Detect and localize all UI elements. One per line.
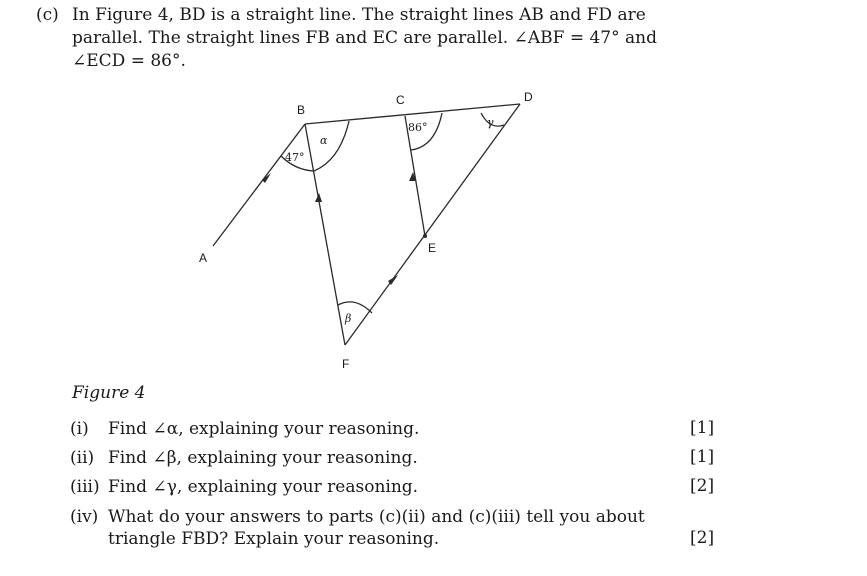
marks-i: [1] [690,418,715,438]
label-f: F [342,357,350,371]
part-text: What do your answers to parts (c)(ii) and (c)(iii) tell you about [108,507,645,527]
question-line-2: parallel. The straight lines FB and EC are parallel. ∠ABF = 47° and [72,28,657,48]
marks-ii: [1] [690,447,715,467]
question-line-1: In Figure 4, BD is a straight line. The straight lines AB and FD are [72,5,646,25]
arrow-fb [315,193,322,202]
question-label: (c) [36,5,59,25]
part-label: (iii) [70,477,100,497]
line-ce [405,116,425,236]
angle-beta: β [345,312,352,325]
part-text: Find ∠β, explaining your reasoning. [108,448,418,468]
part-text-continued: triangle FBD? Explain your reasoning. [108,529,440,549]
figure-caption: Figure 4 [72,383,146,403]
angle-ecd: 86° [408,121,428,134]
question-text [72,4,672,73]
angle-abf: 47° [285,151,305,164]
line-bf [305,124,345,345]
point-e [423,234,427,238]
geometry-figure [0,80,600,380]
part-text: Find ∠γ, explaining your reasoning. [108,477,419,497]
line-fd [345,104,520,345]
part-label: (iv) [70,507,99,527]
part-label: (ii) [70,448,95,468]
arc-beta [338,302,372,313]
angle-gamma: γ [487,116,494,129]
question-line-3: ∠ECD = 86°. [72,51,186,71]
part-text: Find ∠α, explaining your reasoning. [108,419,420,439]
angle-alpha: α [320,134,328,147]
marks-iii: [2] [690,476,715,496]
label-a: A [199,251,208,265]
marks-iv: [2] [690,528,715,548]
line-ab [213,124,305,246]
label-b: B [297,103,306,117]
label-c: C [396,93,405,107]
label-e: E [428,241,437,255]
part-label: (i) [70,419,89,439]
label-d: D [524,90,533,104]
